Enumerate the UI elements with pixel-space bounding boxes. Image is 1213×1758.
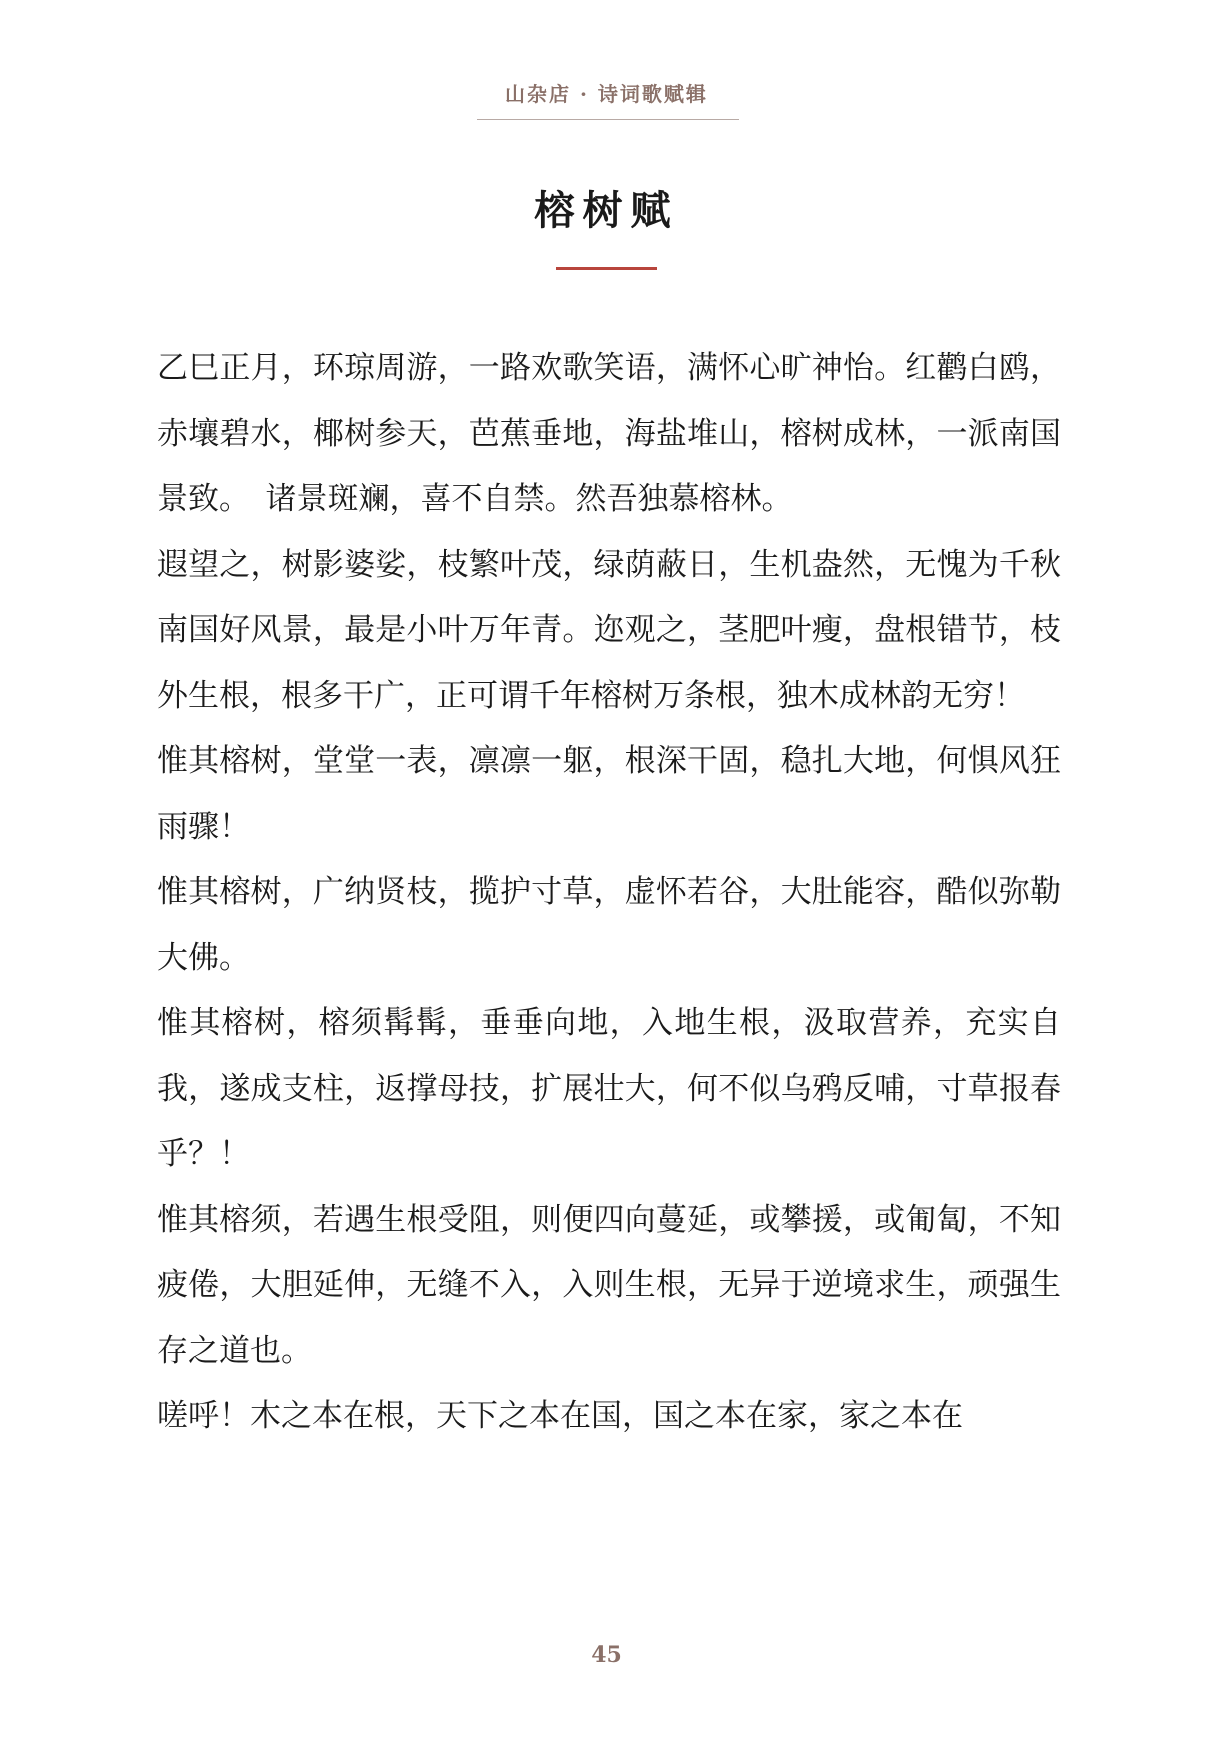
- page-title: 榕树赋: [534, 187, 679, 234]
- page-number: 45: [591, 1642, 622, 1668]
- header-divider: [477, 119, 739, 120]
- paragraph: 乙巳正月，环琼周游，一路欢歌笑语，满怀心旷神怡。红鹳白鸥，赤壤碧水，椰树参天，芭蕉垂地，海盐堆山，榕树成林，一派南国景致。 诸景斑斓，喜不自禁。然吾独慕榕林。: [157, 350, 1061, 517]
- paragraph: 惟其榕须，若遇生根受阻，则便四向蔓延，或攀援，或匍匐，不知疲倦，大胆延伸，无缝不入，入则生根，无异于逆境求生，顽强生存之道也。: [157, 1201, 1061, 1369]
- paragraph: 遐望之，树影婆娑，枝繁叶茂，绿荫蔽日，生机盎然，无愧为千秋南国好风景，最是小叶万年青。迩观之，茎肥叶瘦，盘根错节，枝外生根，根多干广，正可谓千年榕树万条根，独木成林韵无穷！: [157, 546, 1061, 714]
- paragraph: 嗟呼！木之本在根，天下之本在国，国之本在家，家之本在: [157, 1398, 963, 1434]
- paragraph: 惟其榕树，堂堂一表，凛凛一躯，根深干固，稳扎大地，何惧风狂雨骤！: [157, 743, 1061, 845]
- title-accent-rule: [556, 267, 657, 270]
- paragraph: 惟其榕树，广纳贤枝，揽护寸草，虚怀若谷，大肚能容，酷似弥勒大佛。: [157, 874, 1061, 976]
- running-header: 山杂店 · 诗词歌赋辑: [505, 82, 708, 106]
- body-text: [157, 336, 1061, 1450]
- paragraph: 惟其榕树，榕须髯髯，垂垂向地，入地生根，汲取营养，充实自我，遂成支柱，返撑母技，扩展壮大，何不似乌鸦反哺，寸草报春乎？！: [157, 1005, 1061, 1172]
